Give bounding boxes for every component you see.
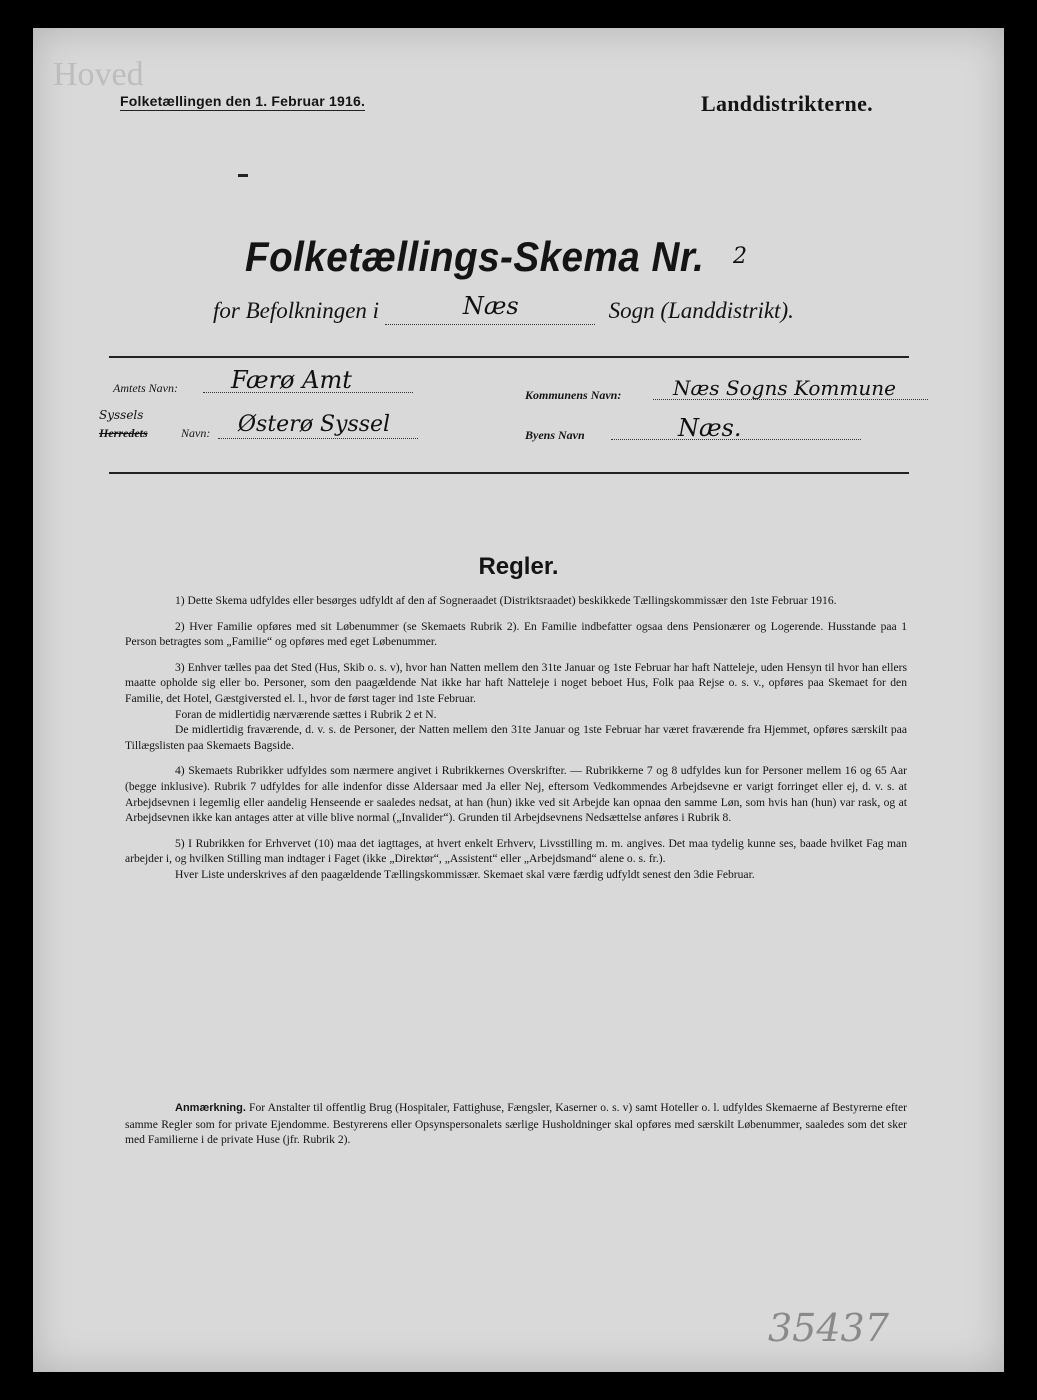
rule-1: 1) Dette Skema udfyldes eller besørges udfyldt af den af Sogneraadet (Distriktsraadet) beskikkede Tællingskommissær den 1ste Februar 1916.: [175, 594, 837, 607]
form-number: 2: [733, 244, 747, 269]
herred-label-struck: Herredets: [99, 426, 148, 440]
rule-4: 4) Skemaets Rubrikker udfyldes som nærmere angivet i Rubrikkernes Overskrifter. — Rubrikkerne 7 og 8 udfyldes kun for Personer mellem 16 og 65 Aar (begge inklusive). Rubrik 7 udfyldes for alle indenfor disse Aldersaar med Ja eller Nej, eftersom Vedkommendes Arbejdsevne er varigt forringet eller ej, d. v. s. at Arbejdsevnen i legemlig eller aandelig Henseende er saaledes nedsat, at han (hun) ikke ved sit Arbejde kan opnaa den samme Løn, som hvis han (hun) var rask, og at Arbejdsevnen ikke kan antages atter at ville blive normal („Invalider“). Grunden til Arbejdsevnens Nedsættelse anføres i Rubrik 8.: [125, 764, 907, 825]
parish-value: Næs: [462, 292, 519, 320]
population-suffix: Sogn (Landdistrikt).: [608, 298, 794, 323]
district-type-header: Landdistrikterne.: [701, 91, 873, 116]
rule-3: 3) Enhver tælles paa det Sted (Hus, Skib o. s. v), hvor han Natten mellem den 31te Januar og 1ste Februar har haft Natteleje, uden Hensyn til hvor han ellers maatte opholde sig eller bo. Personer, som den paagældende Nat ikke har haft Natteleje i noget beboet Hus, Folk paa Rejse o. s. v., opføres paa Skemaet for den Familie, det Hotel, Gæstgiversted el. l., hvor de først tager ind 1ste Februar.: [125, 660, 907, 705]
remark-text: For Anstalter til offentlig Brug (Hospitaler, Fattighuse, Fængsler, Kaserner o. s. v) samt Hoteller o. l. udfyldes Skemaerne af Bestyrerne efter samme Regler som for private Ejendomme. Bestyrerens eller Opsynspersonalets særlige Husholdninger skal opføres med særskilt Løbenummer, saaledes som det sker med Familierne i de private Huse (jfr. Rubrik 2).: [125, 1101, 907, 1147]
faint-stamp: Hoved: [53, 56, 144, 93]
herred-label-correction: Syssels: [99, 408, 144, 422]
kommune-value: Næs Sogns Kommune: [673, 376, 896, 400]
population-prefix: for Befolkningen i: [213, 298, 380, 323]
rules-list: [125, 593, 907, 893]
census-form-page: [33, 28, 1004, 1372]
archive-number: 35437: [768, 1306, 889, 1350]
by-value: Næs.: [678, 414, 742, 442]
parish-field: [385, 292, 595, 325]
rule-3-absent: De midlertidig fraværende, d. v. s. de Personer, der Natten mellem den 31te Januar og 1ste Februar har været fraværende fra Hjemmet, opføres særskilt paa Tillægslisten paa Skemaets Bagside.: [125, 723, 907, 752]
herred-field-line: [218, 438, 418, 439]
rules-heading: Regler.: [478, 553, 559, 580]
rule-6: Hver Liste underskrives af den paagældende Tællingskommissær. Skemaet skal være færdig udfyldt senest den 3die Februar.: [175, 867, 755, 881]
rule-2: 2) Hver Familie opføres med sit Løbenummer (se Skemaets Rubrik 2). En Familie indbefatter ogsaa dens Pensionærer og Logerende. Husstande paa 1 Person betragtes som „Familie“ og opføres med eget Løbenummer.: [125, 619, 907, 649]
rule-5: 5) I Rubrikken for Erhvervet (10) maa det iagttages, at hvert enkelt Erhverv, Livsstilling m. m. angives. Det maa tydelig kunne ses, baade hvilket Fag man arbejder i, og hvilken Stilling man indtager i Faget (ikke „Direktør“, „Assistent“ eller „Arbejdsmand“ alene o. s. fr.).: [125, 836, 907, 866]
ink-dash: [238, 174, 248, 177]
herred-label: Navn:: [181, 426, 211, 440]
herred-value: Østerø Syssel: [238, 412, 391, 437]
rule-3-present: Foran de midlertidig nærværende sættes i Rubrik 2 et N.: [175, 707, 437, 721]
top-divider: [109, 356, 909, 358]
population-line: [213, 292, 794, 325]
by-label: Byens Navn: [525, 428, 585, 442]
remark-paragraph: [125, 1100, 907, 1148]
remark-label: Anmærkning.: [175, 1102, 246, 1114]
kommune-label: Kommunens Navn:: [525, 388, 622, 402]
amt-value: Færø Amt: [231, 366, 352, 394]
census-date-header: Folketællingen den 1. Februar 1916.: [120, 93, 366, 109]
form-title: Folketællings-Skema Nr.: [245, 233, 705, 280]
bottom-divider: [109, 472, 909, 474]
amt-label: Amtets Navn:: [113, 381, 178, 395]
